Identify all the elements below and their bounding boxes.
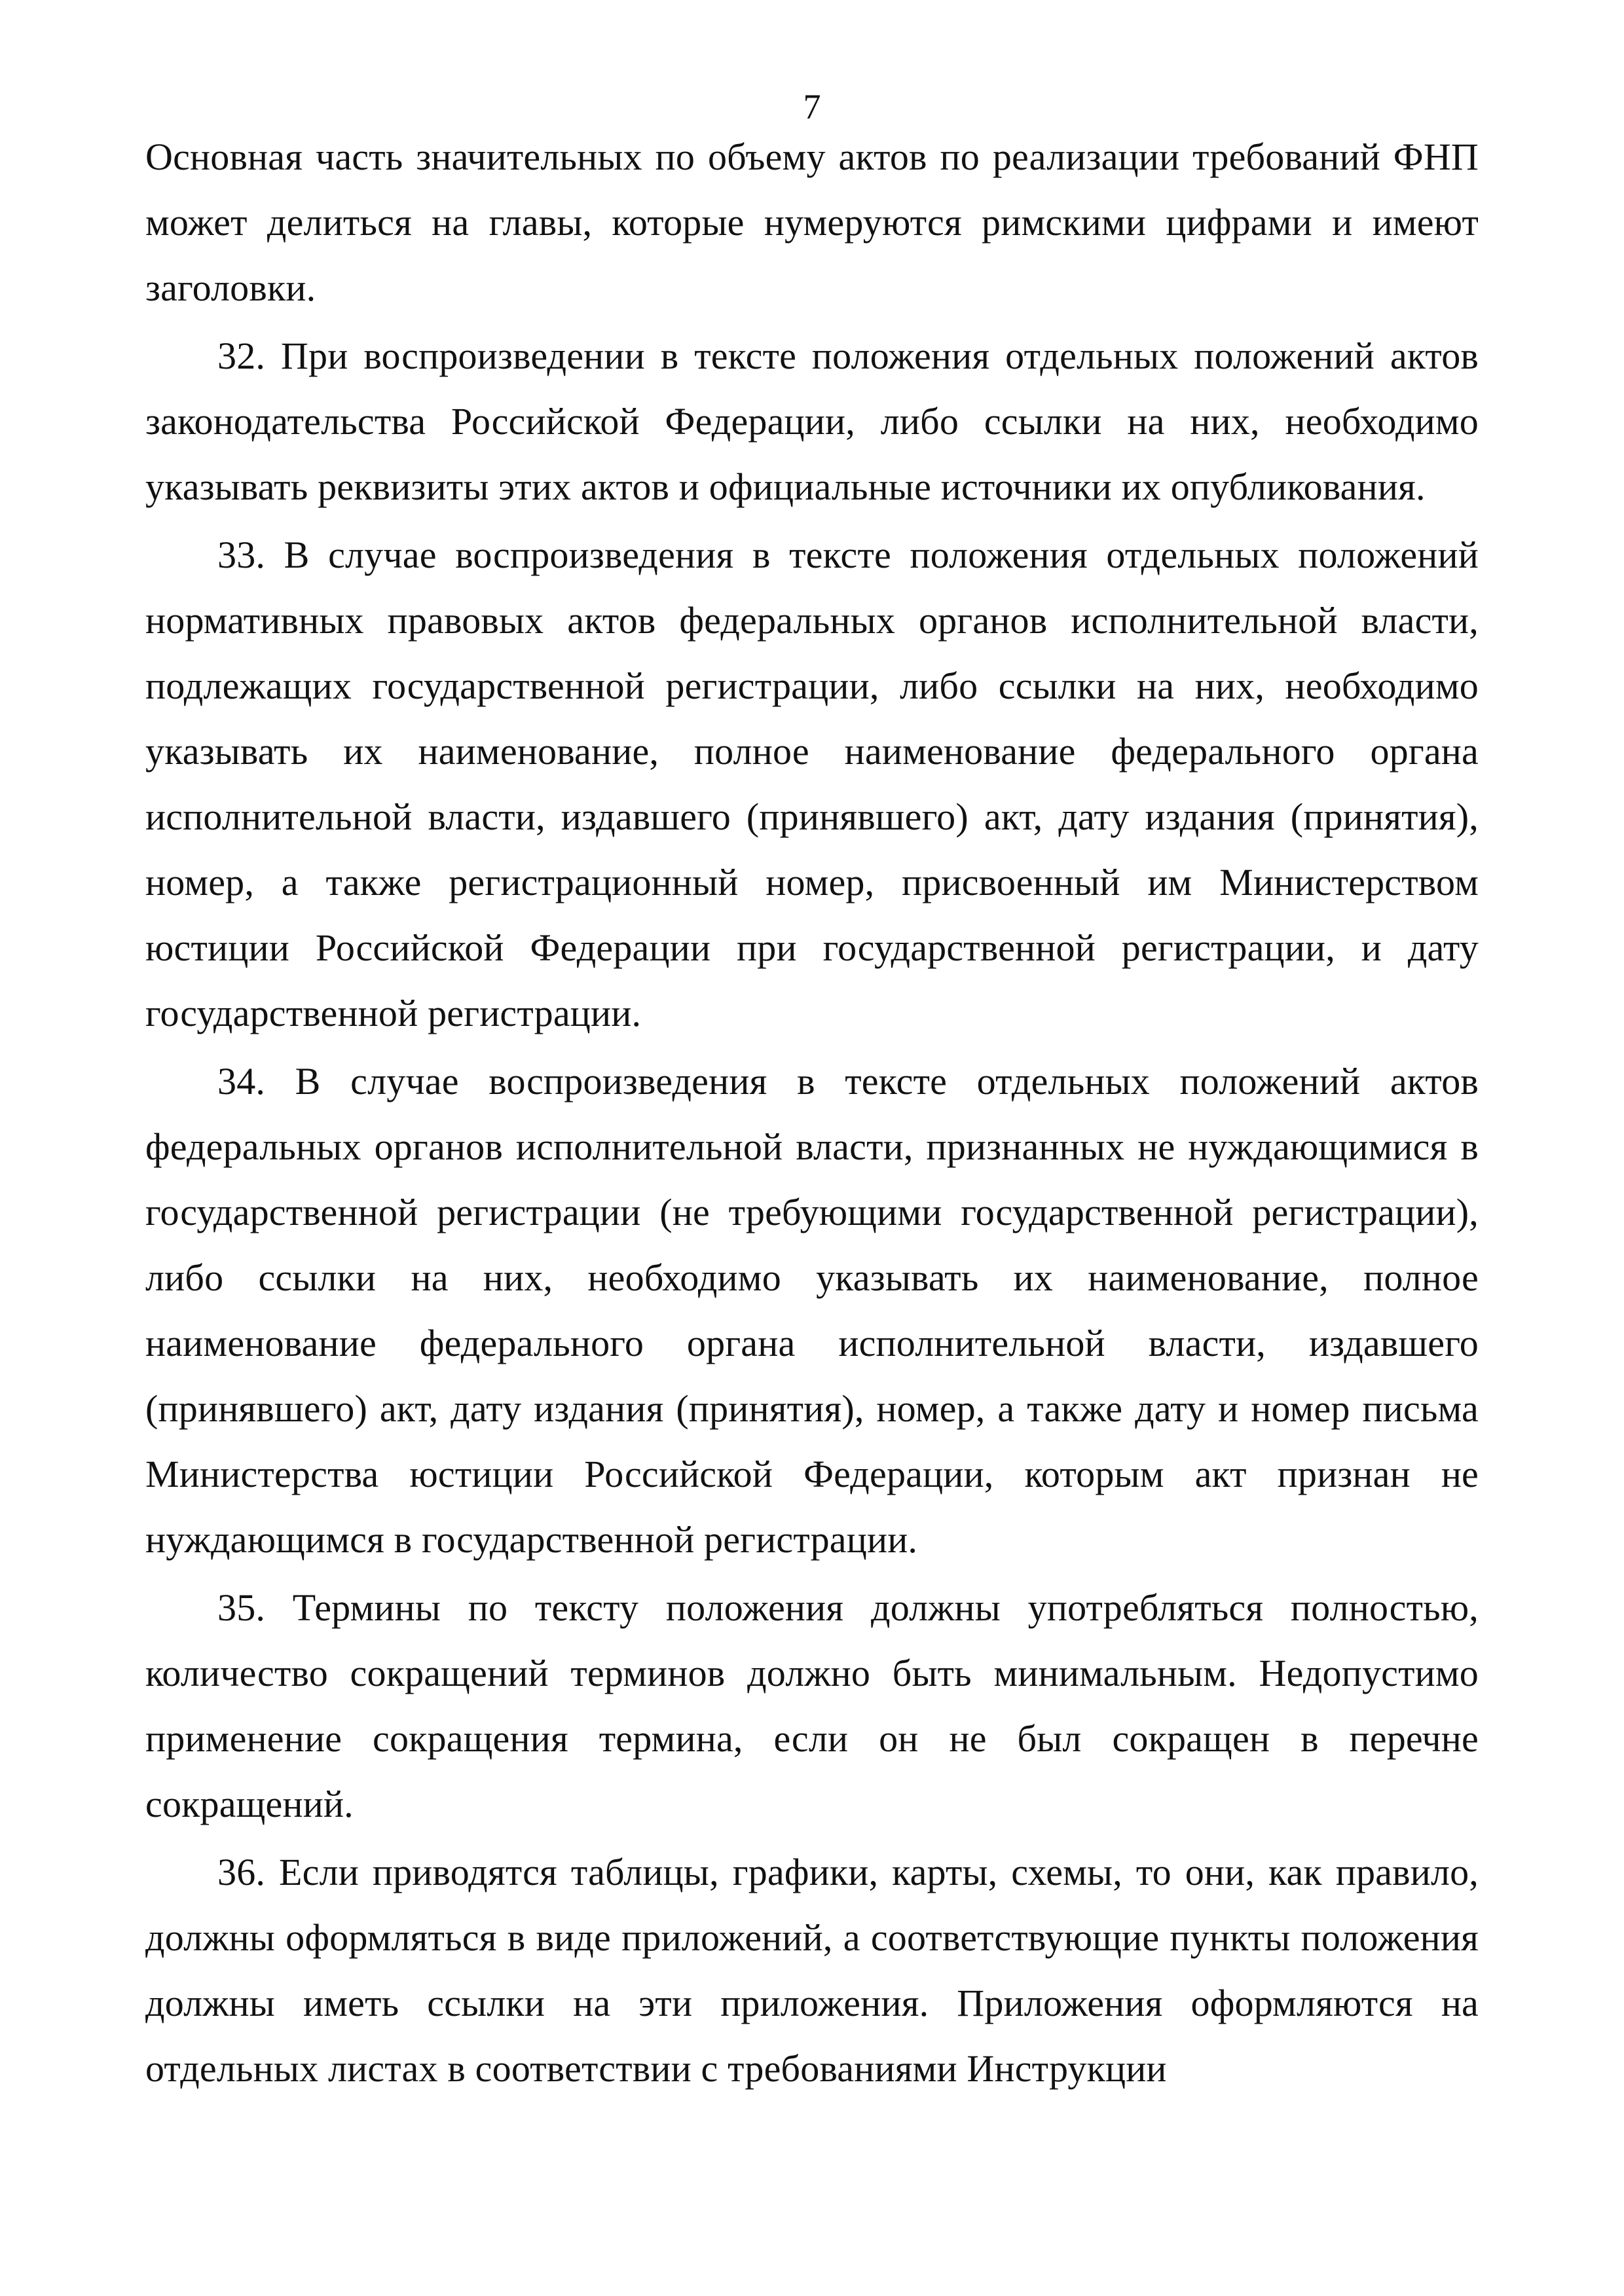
paragraph-32: 32. При воспроизведении в тексте положения отдельных положений актов законодательства Российской Федерации, либо ссылки на них, необходимо указывать реквизиты этих актов и официальные источники их опубликования.: [145, 335, 1479, 508]
page-number: 7: [803, 87, 821, 126]
paragraph-33: 33. В случае воспроизведения в тексте положения отдельных положений нормативных правовых актов федеральных органов исполнительной власти, подлежащих государственной регистрации, либо ссылки на них, необходимо указывать их наименование, полное наименование федерального органа исполнительной власти, издавшего (принявшего) акт, дату издания (принятия), номер, а также регистрационный номер, присвоенный им Министерством юстиции Российской Федерации при государственной регистрации, и дату государственной регистрации.: [145, 534, 1479, 1034]
paragraph-36: 36. Если приводятся таблицы, графики, карты, схемы, то они, как правило, должны оформляться в виде приложений, а соответствующие пункты положения должны иметь ссылки на эти приложения. Приложения оформляются на отдельных листах в соответствии с требованиями Инструкции: [145, 1851, 1479, 2090]
paragraph-35: 35. Термины по тексту положения должны употребляться полностью, количество сокращений терминов должно быть минимальным. Недопустимо применение сокращения термина, если он не был сокращен в перечне сокращений.: [145, 1586, 1479, 1825]
document-body: [145, 124, 1479, 2104]
paragraph-continuation: Основная часть значительных по объему актов по реализации требований ФНП может делиться на главы, которые нумеруются римскими цифрами и имеют заголовки.: [145, 136, 1479, 309]
paragraph-34: 34. В случае воспроизведения в тексте отдельных положений актов федеральных органов исполнительной власти, признанных не нуждающимися в государственной регистрации (не требующими государственной регистрации), либо ссылки на них, необходимо указывать их наименование, полное наименование федерального органа исполнительной власти, издавшего (принявшего) акт, дату издания (принятия), номер, а также дату и номер письма Министерства юстиции Российской Федерации, которым акт признан не нуждающимся в государственной регистрации.: [145, 1060, 1479, 1561]
